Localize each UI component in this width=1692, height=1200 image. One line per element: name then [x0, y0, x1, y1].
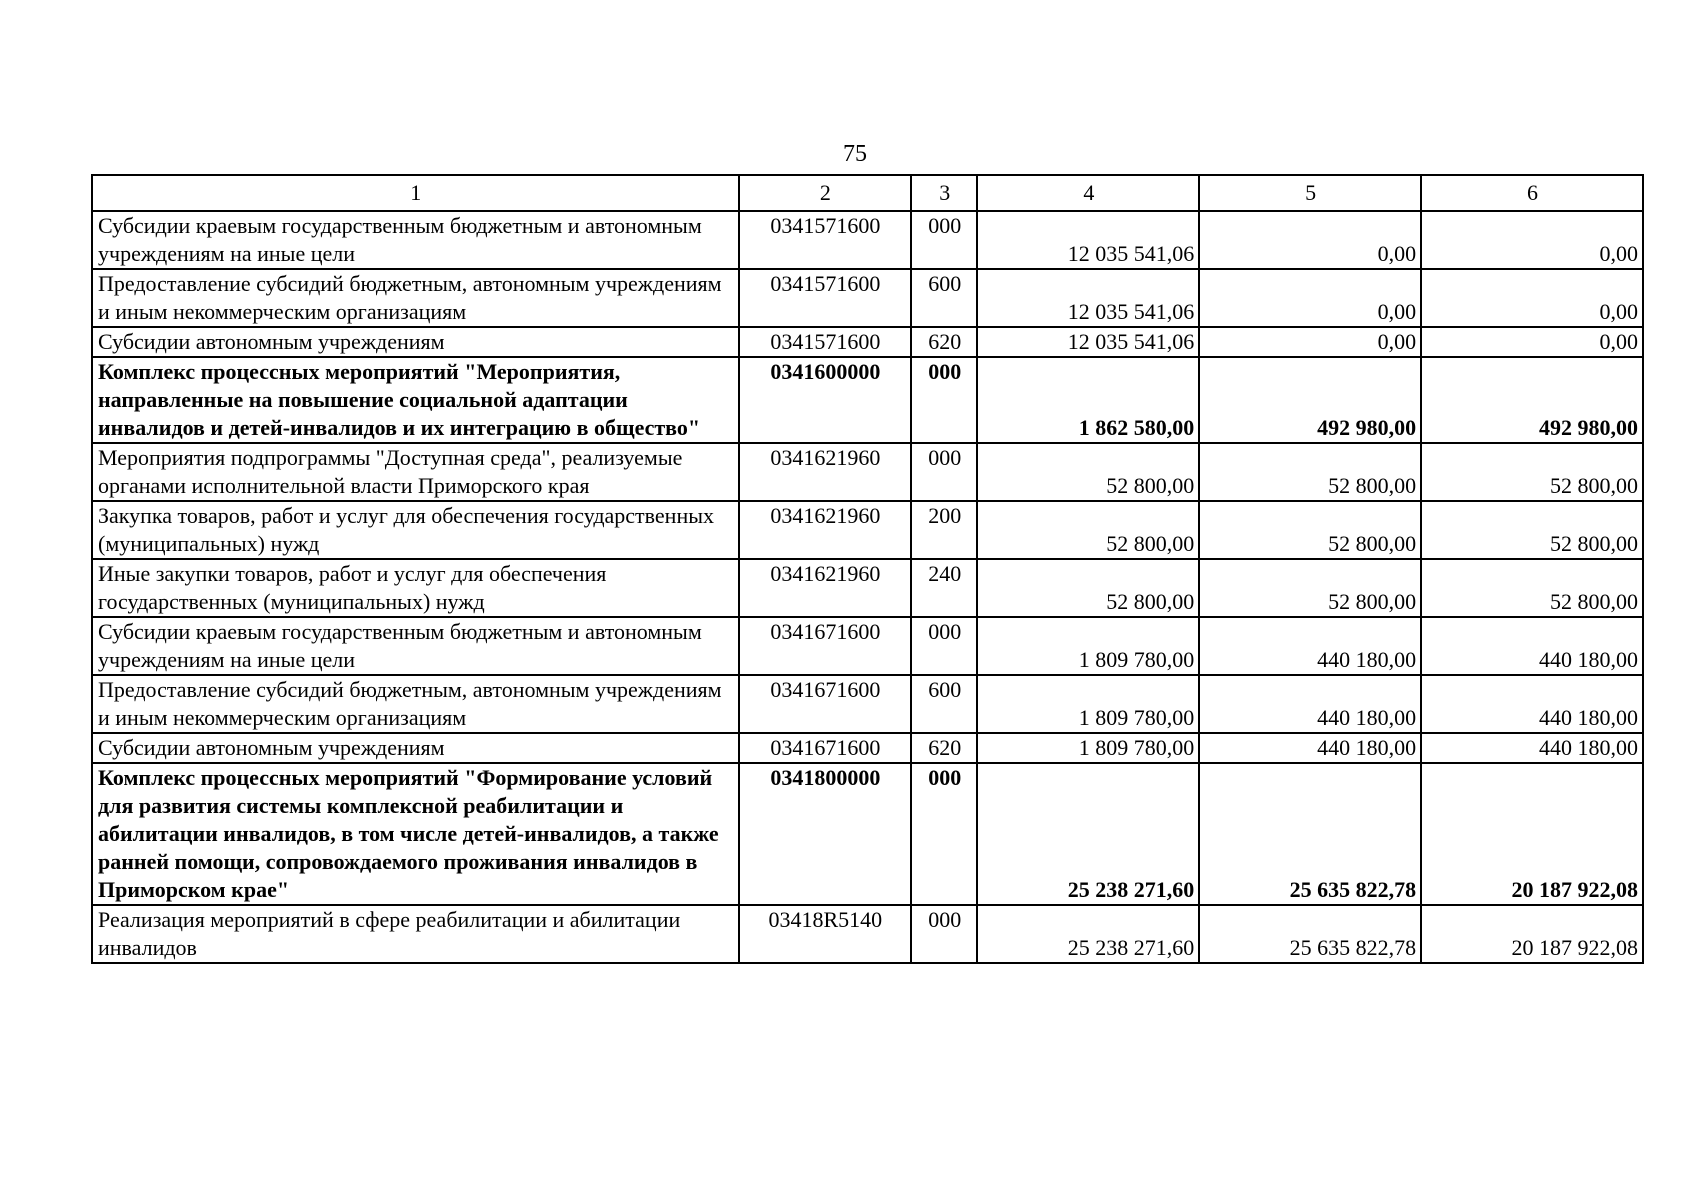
row-target-code: 0341571600 — [739, 211, 912, 269]
row-value-col6: 0,00 — [1421, 211, 1643, 269]
row-value-col4: 12 035 541,06 — [977, 327, 1199, 357]
row-value-col4: 52 800,00 — [977, 501, 1199, 559]
row-target-code: 0341621960 — [739, 443, 912, 501]
table-row — [92, 269, 1643, 327]
row-target-code: 0341600000 — [739, 357, 912, 443]
column-header-1: 1 — [92, 175, 739, 211]
row-value-col6: 52 800,00 — [1421, 443, 1643, 501]
row-name: Комплекс процессных мероприятий "Формирование условий для развития системы комплексной реабилитации и абилитации инвалидов, в том числе детей-инвалидов, а также ранней помощи, сопровождаемого проживания инвалидов в Приморском крае" — [92, 763, 739, 905]
row-value-col6: 0,00 — [1421, 327, 1643, 357]
row-expense-type: 200 — [911, 501, 977, 559]
row-value-col6: 492 980,00 — [1421, 357, 1643, 443]
row-value-col4: 25 238 271,60 — [977, 905, 1199, 963]
row-name: Иные закупки товаров, работ и услуг для обеспечения государственных (муниципальных) нужд — [92, 559, 739, 617]
row-target-code: 0341621960 — [739, 559, 912, 617]
row-expense-type: 000 — [911, 617, 977, 675]
row-expense-type: 000 — [911, 357, 977, 443]
row-value-col5: 440 180,00 — [1199, 733, 1421, 763]
row-value-col6: 52 800,00 — [1421, 559, 1643, 617]
row-value-col5: 440 180,00 — [1199, 617, 1421, 675]
row-value-col6: 0,00 — [1421, 269, 1643, 327]
table-row — [92, 905, 1643, 963]
table-row — [92, 733, 1643, 763]
column-header-3: 3 — [911, 175, 977, 211]
row-target-code: 0341800000 — [739, 763, 912, 905]
row-value-col6: 20 187 922,08 — [1421, 763, 1643, 905]
row-value-col4: 1 809 780,00 — [977, 675, 1199, 733]
table-row — [92, 559, 1643, 617]
row-value-col4: 1 862 580,00 — [977, 357, 1199, 443]
column-header-2: 2 — [739, 175, 912, 211]
row-expense-type: 600 — [911, 269, 977, 327]
row-expense-type: 000 — [911, 763, 977, 905]
row-expense-type: 240 — [911, 559, 977, 617]
row-expense-type: 620 — [911, 733, 977, 763]
row-value-col5: 0,00 — [1199, 211, 1421, 269]
row-expense-type: 000 — [911, 211, 977, 269]
row-value-col4: 25 238 271,60 — [977, 763, 1199, 905]
row-name: Предоставление субсидий бюджетным, автономным учреждениям и иным некоммерческим организациям — [92, 675, 739, 733]
row-expense-type: 000 — [911, 905, 977, 963]
row-name: Субсидии краевым государственным бюджетным и автономным учреждениям на иные цели — [92, 617, 739, 675]
row-value-col4: 12 035 541,06 — [977, 269, 1199, 327]
row-value-col4: 1 809 780,00 — [977, 617, 1199, 675]
row-name: Субсидии автономным учреждениям — [92, 327, 739, 357]
table-row — [92, 443, 1643, 501]
row-value-col6: 440 180,00 — [1421, 617, 1643, 675]
row-target-code: 0341671600 — [739, 733, 912, 763]
table-row — [92, 763, 1643, 905]
row-value-col5: 52 800,00 — [1199, 559, 1421, 617]
row-target-code: 0341571600 — [739, 327, 912, 357]
table-row — [92, 501, 1643, 559]
row-name: Предоставление субсидий бюджетным, автономным учреждениям и иным некоммерческим организациям — [92, 269, 739, 327]
table-row — [92, 327, 1643, 357]
table-header-row — [92, 175, 1643, 211]
table-row — [92, 357, 1643, 443]
page-number: 75 — [843, 141, 867, 167]
budget-table — [91, 174, 1644, 964]
row-value-col5: 492 980,00 — [1199, 357, 1421, 443]
row-value-col6: 440 180,00 — [1421, 733, 1643, 763]
row-value-col5: 440 180,00 — [1199, 675, 1421, 733]
row-value-col5: 25 635 822,78 — [1199, 905, 1421, 963]
row-name: Закупка товаров, работ и услуг для обеспечения государственных (муниципальных) нужд — [92, 501, 739, 559]
row-target-code: 0341621960 — [739, 501, 912, 559]
row-value-col4: 12 035 541,06 — [977, 211, 1199, 269]
row-expense-type: 620 — [911, 327, 977, 357]
row-name: Мероприятия подпрограммы "Доступная среда", реализуемые органами исполнительной власти Приморского края — [92, 443, 739, 501]
column-header-6: 6 — [1421, 175, 1643, 211]
row-target-code: 03418R5140 — [739, 905, 912, 963]
row-target-code: 0341671600 — [739, 675, 912, 733]
column-header-5: 5 — [1199, 175, 1421, 211]
row-value-col5: 25 635 822,78 — [1199, 763, 1421, 905]
row-target-code: 0341571600 — [739, 269, 912, 327]
row-expense-type: 600 — [911, 675, 977, 733]
row-target-code: 0341671600 — [739, 617, 912, 675]
row-value-col6: 20 187 922,08 — [1421, 905, 1643, 963]
row-value-col6: 440 180,00 — [1421, 675, 1643, 733]
row-value-col4: 52 800,00 — [977, 559, 1199, 617]
row-name: Реализация мероприятий в сфере реабилитации и абилитации инвалидов — [92, 905, 739, 963]
row-value-col4: 52 800,00 — [977, 443, 1199, 501]
table-row — [92, 211, 1643, 269]
row-value-col4: 1 809 780,00 — [977, 733, 1199, 763]
row-name: Субсидии краевым государственным бюджетным и автономным учреждениям на иные цели — [92, 211, 739, 269]
row-name: Комплекс процессных мероприятий "Мероприятия, направленные на повышение социальной адаптации инвалидов и детей-инвалидов и их интеграцию в общество" — [92, 357, 739, 443]
column-header-4: 4 — [977, 175, 1199, 211]
table-row — [92, 617, 1643, 675]
row-value-col5: 0,00 — [1199, 269, 1421, 327]
row-value-col5: 52 800,00 — [1199, 501, 1421, 559]
row-value-col5: 0,00 — [1199, 327, 1421, 357]
row-value-col6: 52 800,00 — [1421, 501, 1643, 559]
row-expense-type: 000 — [911, 443, 977, 501]
row-value-col5: 52 800,00 — [1199, 443, 1421, 501]
table-row — [92, 675, 1643, 733]
row-name: Субсидии автономным учреждениям — [92, 733, 739, 763]
